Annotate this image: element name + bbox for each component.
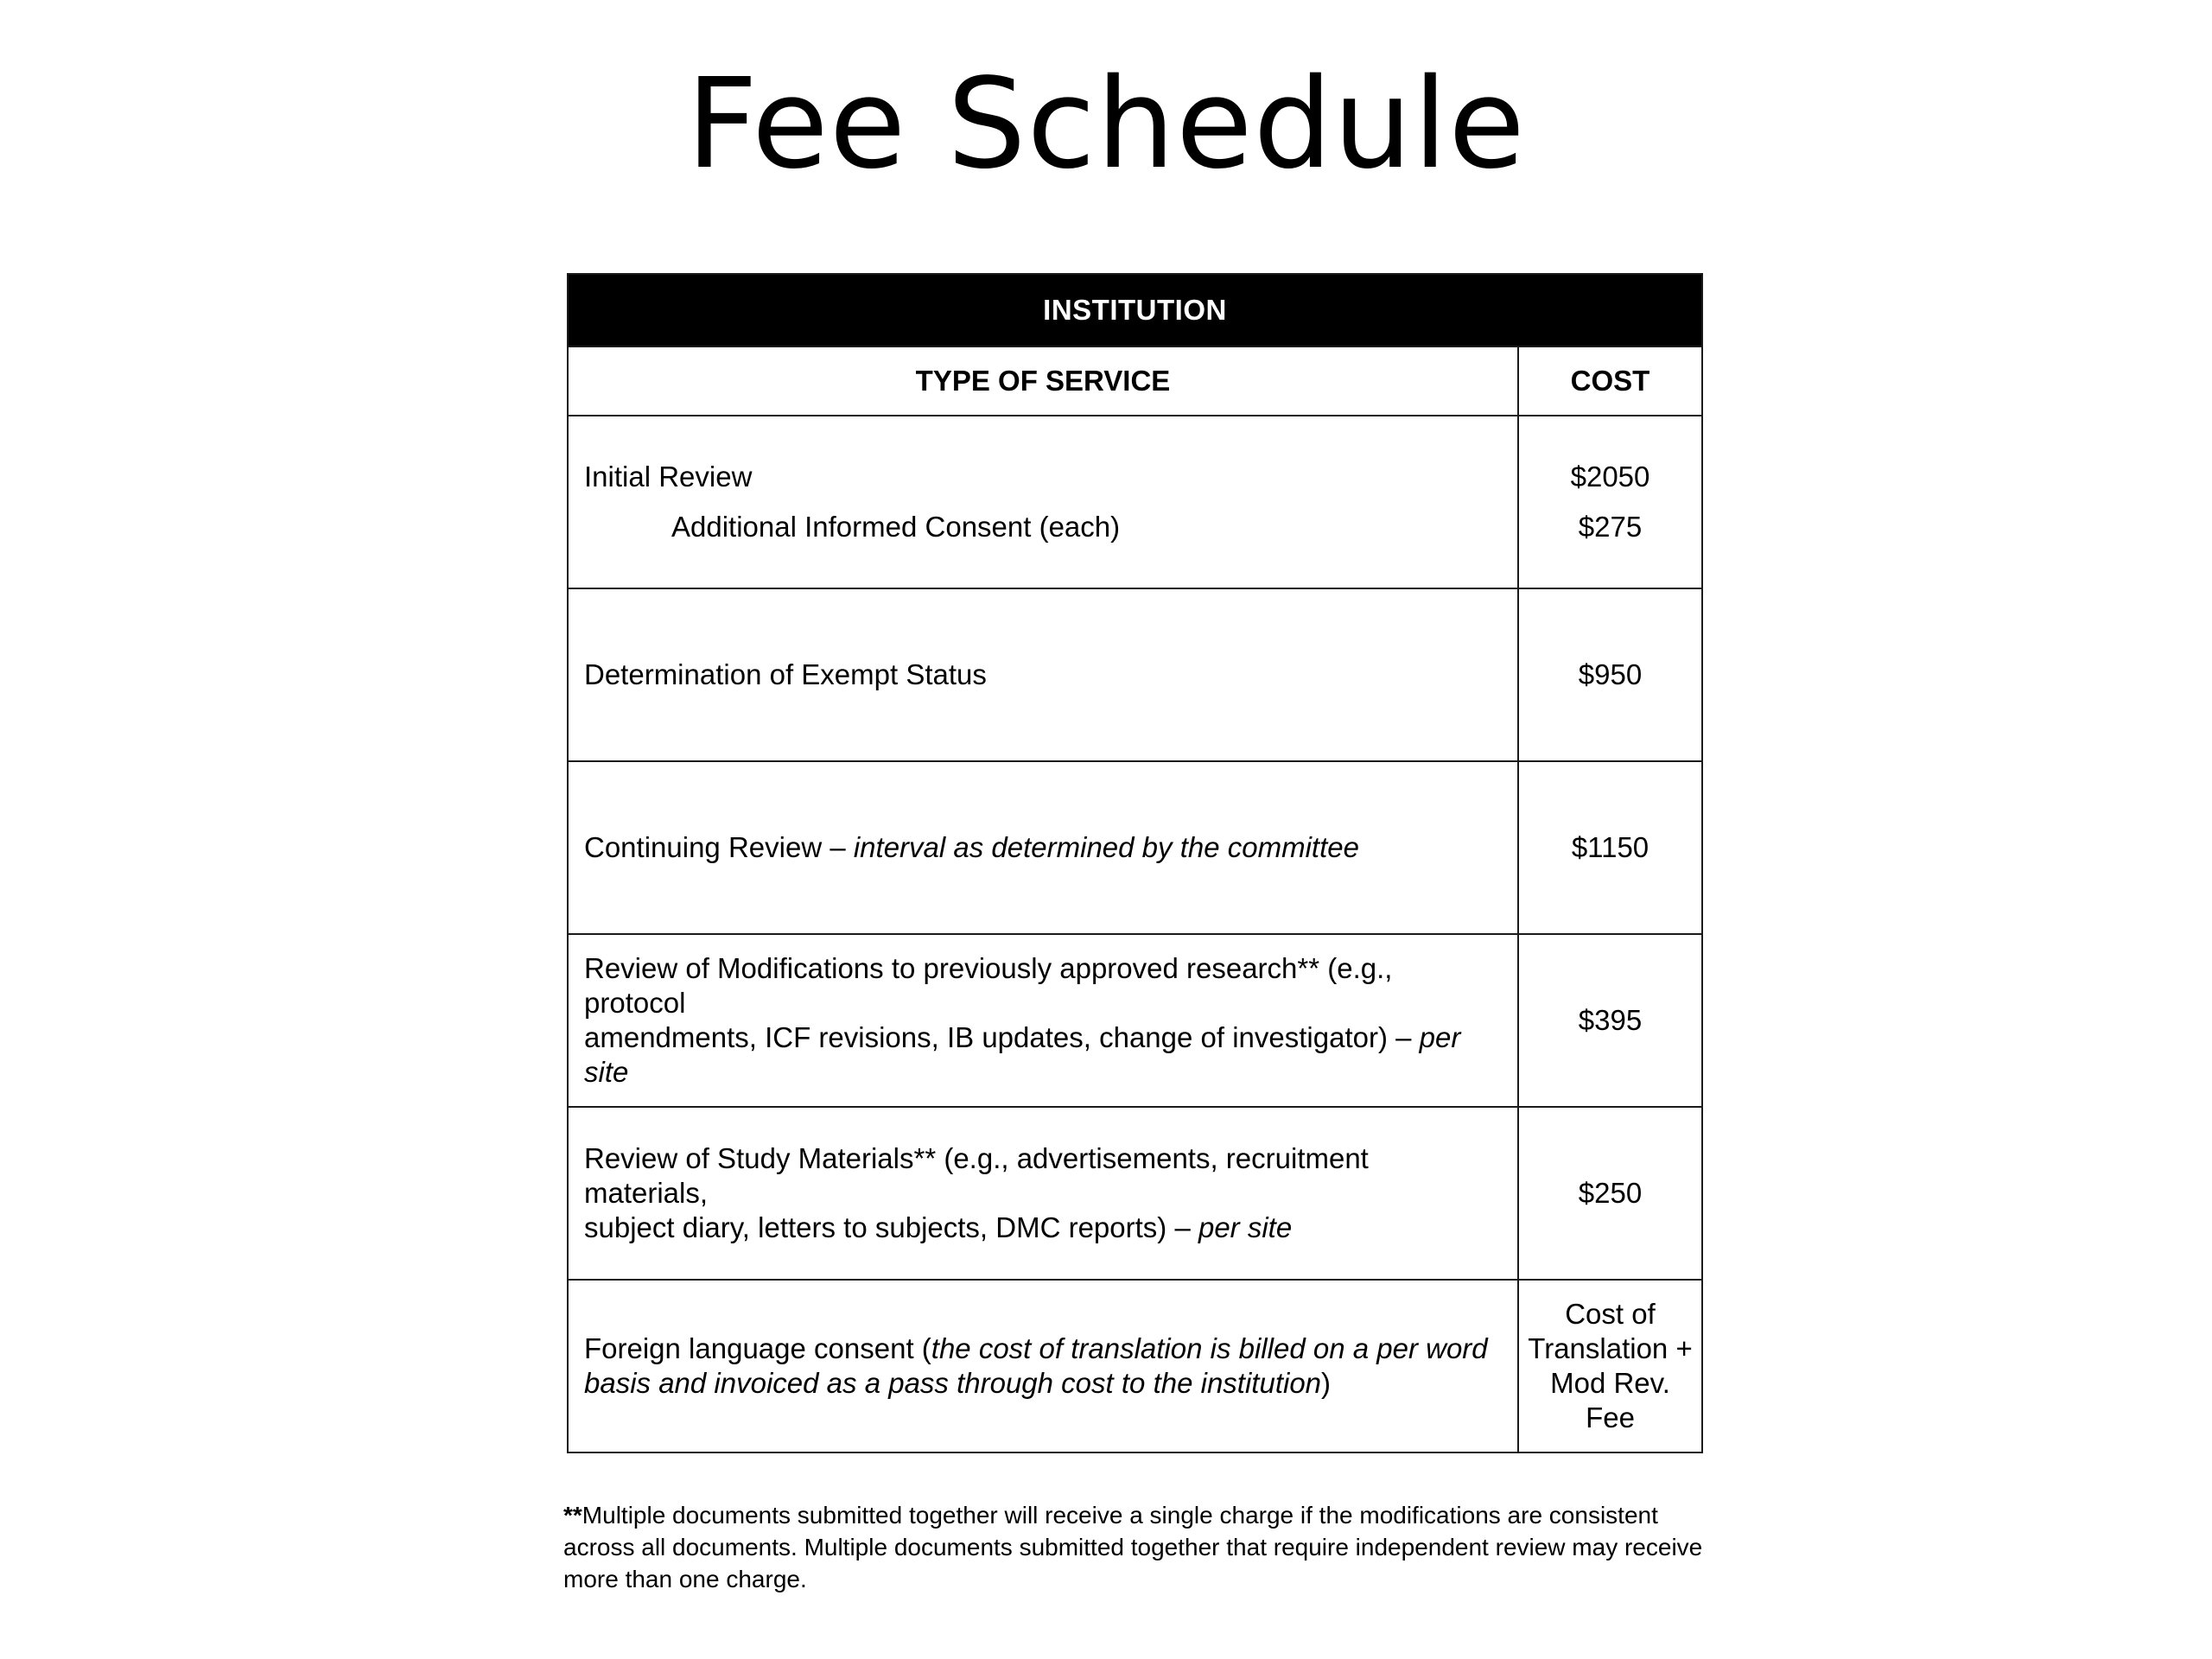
service-label-italic-line1: the cost of translation is billed on a per word bbox=[931, 1332, 1488, 1364]
cost-value: $250 bbox=[1578, 1177, 1643, 1209]
table-section-header-row bbox=[568, 274, 1702, 346]
table-row bbox=[568, 761, 1702, 934]
cost-cell-study-materials bbox=[1518, 1107, 1702, 1280]
table-row bbox=[568, 588, 1702, 761]
service-label: Determination of Exempt Status bbox=[584, 658, 987, 690]
cost-cell-initial-review bbox=[1518, 416, 1702, 588]
cost-value-line4: Fee bbox=[1586, 1402, 1635, 1433]
service-label: Foreign language consent ( bbox=[584, 1332, 931, 1364]
slide-title: Fee Schedule bbox=[686, 51, 1526, 196]
footnote-marker: ** bbox=[563, 1502, 582, 1529]
service-cell-foreign-language-consent bbox=[568, 1280, 1518, 1452]
service-cell-initial-review bbox=[568, 416, 1518, 588]
table-row bbox=[568, 1280, 1702, 1452]
service-label-italic: interval as determined by the committee bbox=[853, 831, 1359, 863]
cost-value: $950 bbox=[1578, 658, 1643, 690]
cost-value: $395 bbox=[1578, 1004, 1643, 1036]
service-label-line1: Review of Modifications to previously approved research** (e.g., protocol bbox=[584, 952, 1393, 1019]
service-label-italic-line2: basis and invoiced as a pass through cost to the institution bbox=[584, 1367, 1322, 1399]
table-column-header-row bbox=[568, 346, 1702, 416]
service-label-line2: amendments, ICF revisions, IB updates, change of investigator) – bbox=[584, 1021, 1420, 1053]
service-label-line1: Review of Study Materials** (e.g., advertisements, recruitment materials, bbox=[584, 1142, 1369, 1209]
table-row bbox=[568, 416, 1702, 588]
cost-cell-continuing-review bbox=[1518, 761, 1702, 934]
service-label-italic: per site bbox=[584, 1021, 1461, 1088]
table-row bbox=[568, 934, 1702, 1107]
service-label: Continuing Review – bbox=[584, 831, 854, 863]
service-label-italic: per site bbox=[1198, 1211, 1293, 1243]
table-row bbox=[568, 1107, 1702, 1280]
institution-header: INSTITUTION bbox=[568, 274, 1702, 346]
service-label-tail: ) bbox=[1321, 1367, 1332, 1399]
service-cell-exempt-status bbox=[568, 588, 1518, 761]
footnote bbox=[563, 1499, 1713, 1595]
cost-cell-exempt-status bbox=[1518, 588, 1702, 761]
type-of-service-header: TYPE OF SERVICE bbox=[568, 346, 1518, 416]
service-cell-study-materials bbox=[568, 1107, 1518, 1280]
service-label-line2: subject diary, letters to subjects, DMC reports) – bbox=[584, 1211, 1198, 1243]
service-cell-modifications bbox=[568, 934, 1518, 1107]
service-cell-continuing-review bbox=[568, 761, 1518, 934]
cost-cell-foreign-language-consent bbox=[1518, 1280, 1702, 1452]
cost-value: $2050 bbox=[1570, 461, 1650, 493]
sub-service-label: Additional Informed Consent (each) bbox=[671, 511, 1121, 543]
cost-value: $1150 bbox=[1571, 831, 1649, 863]
cost-value-line1: Cost of bbox=[1565, 1298, 1656, 1330]
cost-cell-modifications bbox=[1518, 934, 1702, 1107]
cost-header: COST bbox=[1518, 346, 1702, 416]
cost-value-line2: Translation + bbox=[1528, 1332, 1693, 1364]
fee-schedule-table bbox=[567, 273, 1703, 1453]
service-label: Initial Review bbox=[584, 461, 753, 493]
cost-value-line3: Mod Rev. bbox=[1550, 1367, 1670, 1399]
sub-cost-value: $275 bbox=[1578, 511, 1643, 543]
footnote-text: Multiple documents submitted together will receive a single charge if the modifications are consistent across all documents. Multiple documents submitted together that require independent review may receive more than one charge. bbox=[563, 1502, 1703, 1592]
